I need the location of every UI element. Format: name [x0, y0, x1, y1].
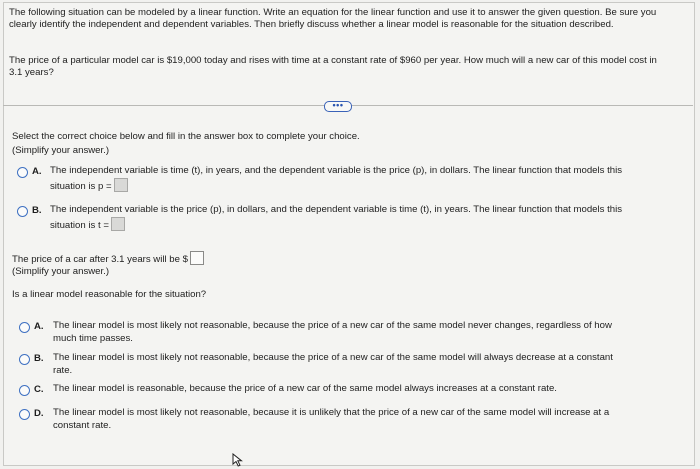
part1-option-b-answer-box[interactable]	[111, 217, 125, 231]
part1-instruction: Select the correct choice below and fill in the answer box to complete your choice.	[12, 131, 360, 142]
part2-prompt-line	[12, 251, 412, 266]
part3-option-b-letter: B.	[34, 353, 44, 364]
mouse-pointer-icon	[232, 453, 244, 467]
part2-prompt: The price of a car after 3.1 years will be $	[12, 254, 188, 265]
part1-option-b-letter: B.	[32, 205, 42, 216]
part2-simplify-note: (Simplify your answer.)	[12, 266, 110, 277]
part3-option-a-text: The linear model is most likely not reasonable, because the price of a new car of the same model never changes, regardless of how	[53, 320, 612, 331]
part1-option-b-text: The independent variable is the price (p), in dollars, and the dependent variable is time (t), in years. The linear function that models this	[50, 204, 623, 215]
part3-option-b-text: The linear model is most likely not reasonable, because the price of a new car of the same model will always decrease at a constant	[53, 352, 613, 363]
part1-simplify-note: (Simplify your answer.)	[12, 145, 110, 156]
question-problem: The price of a particular model car is $19,000 today and rises with time at a constant rate of $960 per year. How much will a new car of this model cost in 3.1 years?	[9, 55, 657, 78]
part3-option-c-letter: C.	[34, 384, 44, 395]
part1-option-a-text: The independent variable is time (t), in years, and the dependent variable is the price (p), in dollars. The linear function that models this	[50, 165, 623, 176]
part3-option-c-radio[interactable]	[19, 385, 30, 396]
part3-option-b-text2: rate.	[53, 365, 73, 376]
question-instructions: The following situation can be modeled by a linear function. Write an equation for the linear function and use it to answer the given question. Be sure you clearly identify the independent and dependent variables. Then briefly discuss whether a linear model is reasonable for the situation described.	[9, 7, 657, 30]
part3-option-d-text: The linear model is most likely not reasonable, because it is unlikely that the price of a new car of the same model will increase at a	[53, 407, 610, 418]
part1-option-a-answer-box[interactable]	[114, 178, 128, 192]
part1-option-a-letter: A.	[32, 166, 42, 177]
part1-option-a-line2	[50, 178, 250, 194]
part1-option-b-line2	[50, 217, 250, 233]
part1-option-a-radio[interactable]	[17, 167, 28, 178]
part3-option-b-radio[interactable]	[19, 354, 30, 365]
part3-option-a-text2: much time passes.	[53, 333, 133, 344]
part3-option-c-text: The linear model is reasonable, because the price of a new car of the same model always increases at a constant rate.	[53, 383, 557, 394]
part3-option-a-radio[interactable]	[19, 322, 30, 333]
part1-option-b-radio[interactable]	[17, 206, 28, 217]
part3-option-d-text2: constant rate.	[53, 420, 112, 431]
part3-question: Is a linear model reasonable for the situation?	[12, 289, 207, 300]
part1-option-a-text2: situation is p =	[50, 181, 112, 192]
expand-more-button[interactable]: •••	[324, 101, 352, 112]
part2-answer-box[interactable]	[190, 251, 204, 265]
part3-option-a-letter: A.	[34, 321, 44, 332]
part3-option-d-letter: D.	[34, 408, 44, 419]
part1-option-b-text2: situation is t =	[50, 220, 109, 231]
part3-option-d-radio[interactable]	[19, 409, 30, 420]
